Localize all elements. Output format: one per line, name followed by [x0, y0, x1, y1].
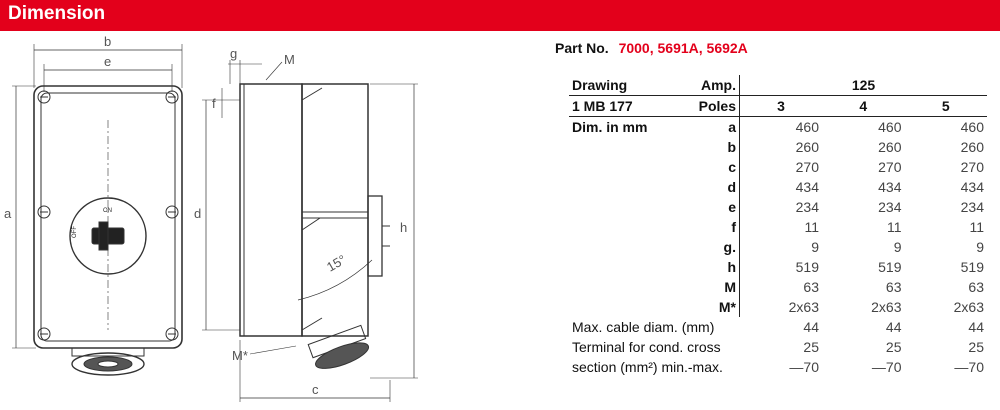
- table-row: [569, 297, 987, 317]
- dim-label-m-star: M*: [232, 348, 248, 363]
- terminal-value: 25: [885, 339, 902, 355]
- dim-label-m: M: [284, 52, 295, 67]
- poles-value: 5: [905, 96, 988, 117]
- dim-value: 434: [960, 179, 984, 195]
- dim-value: 270: [878, 159, 902, 175]
- dim-label-h: h: [400, 220, 408, 235]
- dim-value: 434: [795, 179, 819, 195]
- table-row: [569, 277, 987, 297]
- dim-value: 460: [795, 119, 819, 135]
- dim-symbol: a: [683, 117, 740, 138]
- dim-symbol: h: [683, 257, 740, 277]
- switch-off-label: OFF: [72, 226, 78, 238]
- dim-value: 260: [878, 139, 902, 155]
- dim-symbol: M*: [683, 297, 740, 317]
- table-row: [569, 337, 987, 357]
- dimension-table: [569, 75, 987, 377]
- dim-value: 234: [795, 199, 819, 215]
- dim-value: 11: [969, 219, 984, 235]
- dim-value: 460: [878, 119, 902, 135]
- table-row: [569, 137, 987, 157]
- table-row: [569, 117, 987, 138]
- dim-value: 63: [803, 279, 819, 295]
- dim-label-f: f: [212, 96, 216, 111]
- poles-label: Poles: [683, 96, 740, 117]
- part-number: [555, 40, 748, 56]
- dim-value: 63: [885, 279, 902, 295]
- poles-value: 4: [822, 96, 905, 117]
- terminal-value: —70: [871, 359, 902, 375]
- dim-label-c: c: [312, 382, 319, 397]
- dim-label-d: d: [194, 206, 202, 221]
- terminal-label-2: section (mm²) min.-max.: [572, 359, 723, 375]
- dim-symbol: e: [683, 197, 740, 217]
- dim-value: 434: [878, 179, 902, 195]
- dim-value: 11: [804, 219, 819, 235]
- table-row: [569, 257, 987, 277]
- dim-symbol: M: [683, 277, 740, 297]
- section-title: Dimension: [8, 3, 106, 24]
- amp-label: Amp.: [683, 75, 740, 96]
- dim-label-b: b: [104, 34, 112, 49]
- dim-value: 234: [960, 199, 984, 215]
- cable-diam-value: 44: [968, 319, 984, 335]
- section-header: [0, 0, 1000, 31]
- dim-label-g: g: [230, 46, 238, 61]
- dim-symbol: f: [683, 217, 740, 237]
- terminal-value: —70: [789, 359, 819, 375]
- poles-value: 3: [740, 96, 823, 117]
- dim-value: 519: [878, 259, 902, 275]
- dim-value: 270: [795, 159, 819, 175]
- dimension-drawing: [0, 34, 525, 410]
- dim-value: 270: [960, 159, 984, 175]
- angle-label: 15°: [324, 251, 349, 275]
- dim-value: 9: [811, 239, 819, 255]
- dim-value: 2x63: [953, 299, 984, 315]
- terminal-label-1: Terminal for cond. cross: [572, 339, 721, 355]
- dim-value: 460: [960, 119, 984, 135]
- table-row: [569, 197, 987, 217]
- table-row: [569, 75, 987, 96]
- terminal-value: —70: [954, 359, 984, 375]
- table-row: [569, 237, 987, 257]
- dim-symbol: c: [683, 157, 740, 177]
- table-row: [569, 177, 987, 197]
- dim-value: 234: [878, 199, 902, 215]
- part-number-values: 7000, 5691A, 5692A: [618, 40, 748, 56]
- table-row: [569, 96, 987, 117]
- part-number-label: Part No.: [555, 40, 609, 56]
- table-row: [569, 217, 987, 237]
- terminal-value: 25: [968, 339, 984, 355]
- amp-value: 125: [740, 75, 988, 96]
- table-row: [569, 317, 987, 337]
- dim-symbol: b: [683, 137, 740, 157]
- dim-label-a: a: [4, 206, 12, 221]
- dim-value: 63: [968, 279, 984, 295]
- cable-diam-value: 44: [885, 319, 902, 335]
- dim-value: 9: [976, 239, 984, 255]
- cable-diam-value: 44: [803, 319, 819, 335]
- switch-on-label: ON: [103, 208, 112, 214]
- drawing-label: Drawing: [569, 75, 683, 96]
- dim-value: 2x63: [871, 299, 902, 315]
- dim-value: 519: [795, 259, 819, 275]
- dim-label-e: e: [104, 54, 112, 69]
- dim-value: 519: [960, 259, 984, 275]
- table-row: [569, 357, 987, 377]
- dim-value: 9: [893, 239, 902, 255]
- table-row: [569, 157, 987, 177]
- dim-value: 260: [960, 139, 984, 155]
- cable-diam-label: Max. cable diam. (mm): [572, 319, 715, 335]
- drawing-id: 1 MB 177: [569, 96, 683, 117]
- dim-symbol: g.: [683, 237, 740, 257]
- dim-value: 260: [795, 139, 819, 155]
- terminal-value: 25: [803, 339, 819, 355]
- dim-symbol: d: [683, 177, 740, 197]
- dim-unit-label: Dim. in mm: [572, 119, 648, 135]
- dim-value: 2x63: [788, 299, 819, 315]
- dim-value: 11: [886, 219, 902, 235]
